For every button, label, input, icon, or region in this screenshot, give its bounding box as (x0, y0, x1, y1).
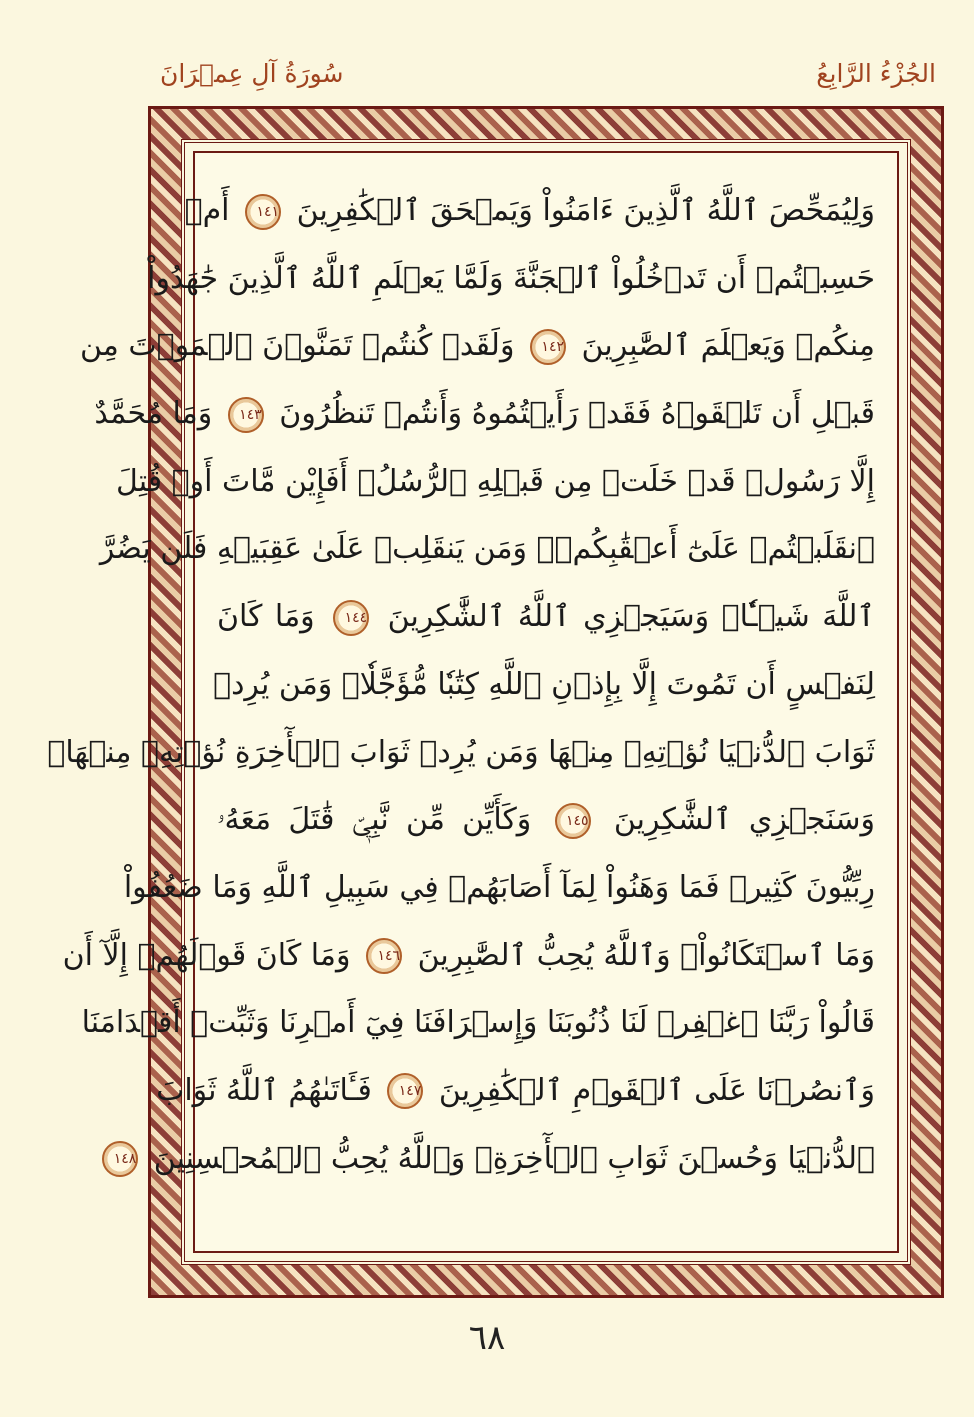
ayah-number-marker: ١٤٧ (387, 1073, 423, 1109)
page-number: ٦٨ (468, 1318, 506, 1358)
verse-line (79, 312, 875, 380)
ayah-number-marker: ١٤٦ (366, 938, 402, 974)
verse-text: وَلَقَدۡ كُنتُمۡ تَمَنَّوۡنَ ٱلۡمَوۡتَ مِن (79, 328, 515, 364)
verse-text: أَمۡ (184, 193, 230, 228)
verse-line (213, 651, 875, 719)
verse-text: رِبِّيُّونَ كَثِيرٞ فَمَا وَهَنُواْ لِمَآ أَصَابَهُمۡ فِي سَبِيلِ ٱللَّهِ وَمَا ضَعُفُواْ (123, 869, 875, 905)
verse-text: فَـَٔاتَىٰهُمُ ٱللَّهُ ثَوَابَ (156, 1072, 372, 1108)
verse-text: ثَوَابَ ٱلدُّنۡيَا نُؤۡتِهِۦ مِنۡهَا وَمَن يُرِدۡ ثَوَابَ ٱلۡأٓخِرَةِ نُؤۡتِهِۦ مِنۡهَاۚ (47, 734, 875, 770)
verse-line (217, 786, 875, 854)
verse-line (81, 989, 875, 1057)
verse-text: لِنَفۡسٍ أَن تَمُوتَ إِلَّا بِإِذۡنِ ٱللَّهِ كِتَٰبٗا مُّؤَجَّلٗاۗ وَمَن يُرِدۡ (213, 666, 875, 702)
surah-name: سُورَةُ آلِ عِمۡرَانَ (160, 58, 344, 88)
verse-text: وَٱنصُرۡنَا عَلَى ٱلۡقَوۡمِ ٱلۡكَٰفِرِينَ (438, 1072, 875, 1108)
verse-line (62, 922, 875, 990)
verse-line (113, 1125, 875, 1193)
verse-text: إِلَّا رَسُولٞ قَدۡ خَلَتۡ مِن قَبۡلِهِ ٱلرُّسُلُۚ أَفَإِيْن مَّاتَ أَوۡ قُتِلَ (115, 463, 875, 499)
page-header (160, 50, 936, 96)
verse-line (94, 380, 875, 448)
verse-line (156, 1057, 875, 1125)
verse-text: قَبۡلِ أَن تَلۡقَوۡهُ فَقَدۡ رَأَيۡتُمُوهُ وَأَنتُمۡ تَنظُرُونَ (279, 396, 875, 432)
verse-text: وَسَنَجۡزِي ٱلشَّٰكِرِينَ (613, 802, 875, 838)
verse-text: ٱللَّهَ شَيۡـٔٗاۗ وَسَيَجۡزِي ٱللَّهُ ٱلشَّٰكِرِينَ (387, 599, 875, 635)
verse-text: وَكَأَيِّن مِّن نَّبِيّٖ قَٰتَلَ مَعَهُۥ (217, 802, 532, 838)
ayah-number-marker: ١٤٣ (228, 397, 264, 433)
verse-line (184, 177, 875, 245)
verse-text: وَلِيُمَحِّصَ ٱللَّهُ ٱلَّذِينَ ءَامَنُواْ وَيَمۡحَقَ ٱلۡكَٰفِرِينَ (296, 193, 875, 228)
verse-text: حَسِبۡتُمۡ أَن تَدۡخُلُواْ ٱلۡجَنَّةَ وَلَمَّا يَعۡلَمِ ٱللَّهُ ٱلَّذِينَ جَٰهَدُواْ (147, 260, 875, 296)
ayah-number-marker: ١٤٢ (530, 329, 566, 365)
verse-text: وَمَا كَانَ (217, 599, 315, 635)
text-panel (47, 151, 899, 1253)
verse-line (47, 719, 875, 787)
frame-inner-border (47, 139, 911, 1265)
juz-name: الجُزْءُ الرَّابِعُ (816, 58, 936, 88)
ayah-number-marker: ١٤١ (245, 194, 281, 230)
ayah-number-marker: ١٤٥ (555, 803, 591, 839)
verse-line (147, 245, 875, 313)
verse-line (115, 448, 875, 516)
ornamental-frame (47, 106, 944, 1298)
verse-text: ٱنقَلَبۡتُمۡ عَلَىٰٓ أَعۡقَٰبِكُمۡۚ وَمَن يَنقَلِبۡ عَلَىٰ عَقِبَيۡهِ فَلَن يَضُرَّ (99, 531, 875, 567)
verse-text: وَمَا ٱسۡتَكَانُواْۗ وَٱللَّهُ يُحِبُّ ٱلصَّٰبِرِينَ (417, 937, 875, 973)
verse-line (217, 583, 875, 651)
ayah-number-marker: ١٤٨ (102, 1141, 138, 1177)
verse-text: ٱلدُّنۡيَا وَحُسۡنَ ثَوَابِ ٱلۡأٓخِرَةِۗ وَٱللَّهُ يُحِبُّ ٱلۡمُحۡسِنِينَ (153, 1140, 875, 1176)
verse-lines (47, 177, 875, 1192)
verse-line (99, 515, 875, 583)
verse-text: قَالُواْ رَبَّنَا ٱغۡفِرۡ لَنَا ذُنُوبَنَا وَإِسۡرَافَنَا فِيٓ أَمۡرِنَا وَثَبِّتۡ أَقۡدَامَنَا (81, 1005, 875, 1041)
verse-text: وَمَا كَانَ قَوۡلَهُمۡ إِلَّآ أَن (62, 937, 351, 973)
verse-text: وَمَا مُحَمَّدٌ (94, 396, 213, 432)
ayah-number-marker: ١٤٤ (333, 600, 369, 636)
verse-text: مِنكُمۡ وَيَعۡلَمَ ٱلصَّٰبِرِينَ (581, 328, 875, 364)
verse-line (123, 854, 875, 922)
